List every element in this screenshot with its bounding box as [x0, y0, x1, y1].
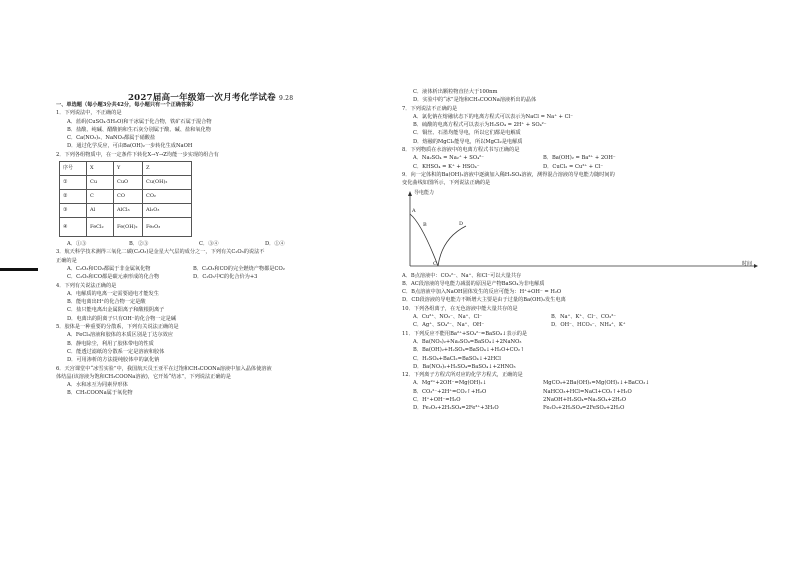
question-2: 2．下列各组物质中，在一定条件下转化X→Y→Z均能一步实现的组合有 序号 X Y Z ① Cu CuO Cu(OH)₂ ② C CO CO₂ ③ Al AlCl₃ Al₂O₃ ④ FeCl₂ Fe(OH)₂ Fe₂O₃ A．①③ B．②③ C．③④ D．①④ [56, 151, 386, 249]
right-column: C．液体析出颗粒物直径大于100nm D．实验中的“冰”是饱和CH₃COONa溶液析出的晶体 7．下列说法不正确的是 A．氯化钠在熔融状态下的电离方程式可以表示为NaCl = Na⁺ + Cl⁻ B．硫酸的电离方程式可以表示为H₂SO₄ = 2H⁺ + SO₄²⁻ C．铜丝、石墨均能导电，所以它们都是电解质 D．熔融的MgCl₂能导电，所以MgCl₂是电解质 8．下列物质在水溶液中的电离方程式书写正确的是 A．Na₂SO₄ = Na₂⁺ + SO₄²⁻ B．Ba(OH)₂ = Ba²⁺ + 2OH⁻ C．KHSO₄ = K⁺ + HSO₄⁻ D．CuCl₂ = Cu²⁺ + Cl⁻ 9．向一定体积的Ba(OH)₂溶液中逐滴加入稀H₂SO₄溶液，测得混合溶液的导电能力随时间的 变化曲线如图所示，下列说法正确的是 导电能力 A B C D 时间 A．B点溶液中：CO₃²⁻、Na⁺、和Cl⁻可以大量共存 B．AC段溶液的导电能力减弱的原因是产物BaSO₄为非电解质 C．B点溶液中加入NaOH固体发生的反应可能为：H⁺+OH⁻ = H₂O D．CD段溶液的导电能力不断增大主要是由于过量的Ba(OH)₂发生电离 10．下列各组离子，在无色溶液中能大量共存的是 A．Cu²⁺、NO₃⁻、Na⁺、Cl⁻ B．Na⁺、K⁺、Cl⁻、CO₃²⁻ C．Ag⁺、SO₄²⁻、Na⁺、OH⁻ D．OH⁻、HCO₃⁻、NH₄⁺、K⁺ 11．下列反应不能用Ba²⁺+SO₄²⁻=BaSO₄↓表示的是 A．Ba(NO₃)₂+Na₂SO₄=BaSO₄↓+2NaNO₃ B．Ba(OH)₂+H₂SO₄=BaSO₄↓+H₂O+CO₂↑ C．H₂SO₄+BaCl₂=BaSO₄↓+2HCl D．Ba(NO₃)₂+H₂SO₄=BaSO₄↓+2HNO₃ 12．下列离子方程式所对应的化学方程式，正确的是 A．Mg²⁺+2OH⁻=Mg(OH)₂↓ MgCO₃+2Ba(OH)₂=Mg(OH)₂↓+BaCO₃↓ B．CO₃²⁻+2H⁺=CO₂↑+H₂O NaHCO₃+HCl=NaCl+CO₂↑+H₂O C．H⁺+OH⁻=H₂O 2NaOH+H₂SO₄=Na₂SO₄+2H₂O D．Fe₂O₃+2H₂SO₄=2Fe³⁺+3H₂O Fe₂O₃+2H₂SO₄=2FeSO₄+2H₂O [402, 88, 742, 413]
binding-mark [0, 268, 38, 271]
point-a-label: A [412, 207, 416, 214]
question-7: 7．下列说法不正确的是 A．氯化钠在熔融状态下的电离方程式可以表示为NaCl = Na⁺ + Cl⁻ B．硫酸的电离方程式可以表示为H₂SO₄ = 2H⁺ + SO₄²⁻ C．铜丝、石墨均能导电，所以它们都是电解质 D．熔融的MgCl₂能导电，所以MgCl₂是电解质 [402, 105, 573, 145]
question-4: 4．下列有关说法正确的是 A．电解质的电离一定需要通电才能发生 B．能电离出H⁺的化合物一定是酸 C．盐只能电离出金属阳离子和酸根阴离子 D．电离出的阴离子只有OH⁻的化合物一定是碱 [56, 282, 177, 322]
question-9: 9．向一定体积的Ba(OH)₂溶液中逐滴加入稀H₂SO₄溶液，测得混合溶液的导电能力随时间的 变化曲线如图所示，下列说法正确的是 导电能力 A B C D 时间 A．B点溶液中：CO₃²⁻、Na⁺、和Cl⁻可以大量共存 B．AC段溶液的导电能力减弱的原因是产物BaSO₄为非电解质 C．B点溶液中加入NaOH固体发生的反应可能为：H⁺+OH⁻ = H₂O D．CD段溶液的导电能力不断增大主要是由于过量的Ba(OH)₂发生电离 [402, 171, 742, 305]
option: D．通过化学反应，可由Ba(OH)₂一步转化生成NaOH [67, 143, 193, 150]
option: A．蓝矾(CuSO₄·5H₂O)和干冰属于化合物，铁矿石属于混合物 [67, 118, 212, 125]
table-row: ① Cu CuO Cu(OH)₂ [60, 176, 192, 190]
table-row: 序号 X Y Z [60, 162, 192, 176]
option: C．Ca(NO₃)₂、NaNO₂都属于硝酸盐 [67, 135, 156, 142]
table-row: ④ FeCl₂ Fe(OH)₂ Fe₂O₃ [60, 218, 192, 237]
y-axis-label: 导电能力 [414, 189, 435, 196]
table-row: ③ Al AlCl₃ Al₂O₃ [60, 204, 192, 218]
question-10: 10．下列各组离子，在无色溶液中能大量共存的是 A．Cu²⁺、NO₃⁻、Na⁺、Cl⁻ B．Na⁺、K⁺、Cl⁻、CO₃²⁻ C．Ag⁺、SO₄²⁻、Na⁺、OH⁻ D．OH⁻、HCO₃⁻、NH₄⁺、K⁺ [402, 305, 626, 329]
question-1: 1．下列说法中，不正确的是 A．蓝矾(CuSO₄·5H₂O)和干冰属于化合物，铁矿石属于混合物 B．盐酸、纯碱、醋酸钠和生石灰分别属于酸、碱、盐和氧化物 C．Ca(NO₃)₂、NaNO₂都属于硝酸盐 D．通过化学反应，可由Ba(OH)₂一步转化生成NaOH [56, 109, 386, 150]
option: B．盐酸、纯碱、醋酸钠和生石灰分别属于酸、碱、盐和氧化物 [67, 126, 211, 133]
question-8: 8．下列物质在水溶液中的电离方程式书写正确的是 A．Na₂SO₄ = Na₂⁺ + SO₄²⁻ B．Ba(OH)₂ = Ba²⁺ + 2OH⁻ C．KHSO₄ = K⁺ + HSO₄⁻ D．CuCl₂ = Cu²⁺ + Cl⁻ [402, 147, 616, 170]
section-heading: 一、单选题（每小题3分共42分，每小题只有一个正确答案） [56, 102, 197, 108]
question-5: 5．胶体是一种重要的分散系，下列有关说法正确的是 A．FeCl₃溶液和胶体的本质区别是丁达尔效应 B．静电除尘，利用了胶体带电的性质 C．能透过滤纸的分散系一定是溶液和胶体 D．可用渗析的方法提纯胶体中的氯化钠 [56, 324, 179, 364]
left-column [56, 101, 386, 398]
options-row: A．①③ B．②③ C．③④ D．①④ [67, 241, 285, 248]
x-axis-label: 时间 [742, 260, 753, 267]
y-axis-arrow [408, 191, 412, 196]
point-b-label: B [423, 221, 427, 228]
point-d-label: D [459, 220, 464, 227]
question-3: 3．航天科学技术测得三氧化二碳(C₂O₃)是金星大气层的成分之一，下列有关C₂O₃的说法不 正确的是 A．C₂O₃和CO₂都属于非金属氧化物 B．C₂O₃和CO的完全燃烧产物都是CO₂ C．C₂O₃和CO都是碳元素形成的化合物 D．C₂O₃中C的化合价为+3 [56, 249, 285, 281]
conversion-table [59, 161, 192, 237]
question-12: 12．下列离子方程式所对应的化学方程式，正确的是 A．Mg²⁺+2OH⁻=Mg(OH)₂↓ MgCO₃+2Ba(OH)₂=Mg(OH)₂↓+BaCO₃↓ B．CO₃²⁻+2H⁺=CO₂↑+H₂O NaHCO₃+HCl=NaCl+CO₂↑+H₂O C．H⁺+OH⁻=H₂O 2NaOH+H₂SO₄=Na₂SO₄+2H₂O D．Fe₂O₃+2H₂SO₄=2Fe³⁺+3H₂O Fe₂O₃+2H₂SO₄=2FeSO₄+2H₂O [402, 372, 650, 412]
x-axis-arrow [754, 264, 758, 268]
table-row: ② C CO CO₂ [60, 190, 192, 204]
conductivity-curve-svg [404, 190, 764, 270]
conductivity-graph [404, 190, 764, 270]
point-c-label: C [433, 260, 437, 267]
page-title: 2027届高一年级第一次月考化学试卷 9.28 [128, 93, 294, 103]
question-6: 6．天宫课堂中“冰雪实验”中，我国航天员王亚平在过饱和CH₃COONa溶液中加入晶体使溶液 体结晶(该溶液为饱和CH₃COONa溶液)，它开始“结冰”，下列说法正确的是 A．水和冰互为同素异形体 B．CH₃COONa属于氧化物 [56, 365, 272, 397]
curve-rising [438, 226, 466, 266]
question-11: 11．下列反应不能用Ba²⁺+SO₄²⁻=BaSO₄↓表示的是 A．Ba(NO₃)₂+Na₂SO₄=BaSO₄↓+2NaNO₃ B．Ba(OH)₂+H₂SO₄=BaSO₄↓+H₂O+CO₂↑ C．H₂SO₄+BaCl₂=BaSO₄↓+2HCl D．Ba(NO₃)₂+H₂SO₄=BaSO₄↓+2HNO₃ [402, 330, 528, 370]
